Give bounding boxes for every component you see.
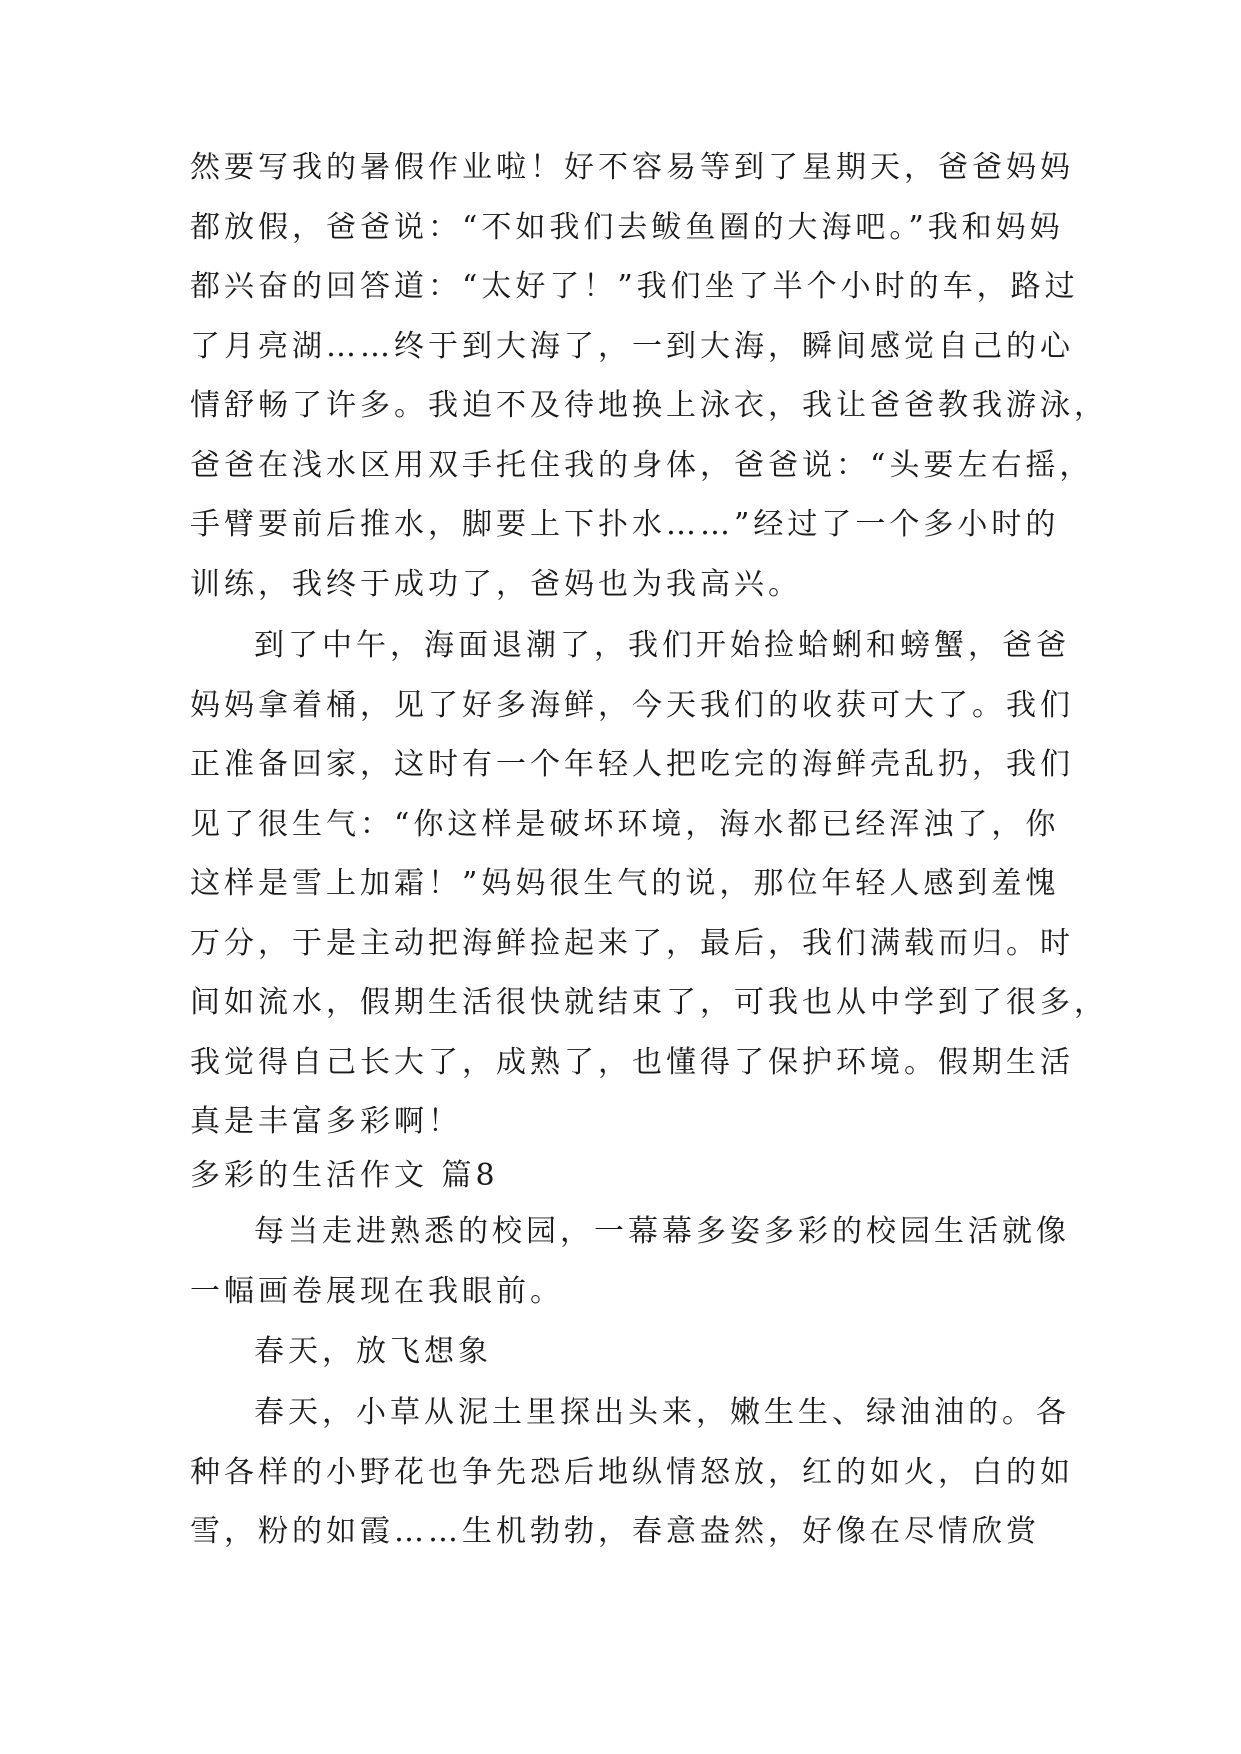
text-line: 情舒畅了许多。我迫不及待地换上泳衣，我让爸爸教我游泳， [190, 388, 1108, 423]
text-line: 春天，小草从泥土里探出头来，嫩生生、绿油油的。各 [254, 1395, 1070, 1430]
text-line: 然要写我的暑假作业啦！好不容易等到了星期天，爸爸妈妈 [190, 150, 1074, 185]
text-line: 妈妈拿着桶，见了好多海鲜，今天我们的收获可大了。我们 [190, 688, 1074, 723]
text-line: 训练，我终于成功了，爸妈也为我高兴。 [190, 567, 802, 602]
subheading: 春天，放飞想象 [254, 1334, 492, 1369]
text-line: 见了很生气：“你这样是破坏环境，海水都已经浑浊了，你 [190, 807, 1060, 842]
text-line: 了月亮湖……终于到大海了，一到大海，瞬间感觉自己的心 [190, 329, 1074, 364]
text-line: 雪，粉的如霞……生机勃勃，春意盎然，好像在尽情欣赏 [190, 1514, 1040, 1549]
text-line: 万分，于是主动把海鲜捡起来了，最后，我们满载而归。时 [190, 926, 1074, 961]
text-line: 一幅画卷展现在我眼前。 [190, 1274, 564, 1309]
text-line: 种各样的小野花也争先恐后地纵情怒放，红的如火，白的如 [190, 1455, 1074, 1490]
section-heading: 多彩的生活作文 篇8 [190, 1158, 499, 1193]
text-line: 真是丰富多彩啊！ [190, 1104, 462, 1139]
text-line: 间如流水，假期生活很快就结束了，可我也从中学到了很多， [190, 985, 1108, 1020]
text-line: 这样是雪上加霜！”妈妈很生气的说，那位年轻人感到羞愧 [190, 866, 1060, 901]
text-line: 都放假，爸爸说：“不如我们去鲅鱼圈的大海吧。”我和妈妈 [190, 210, 1064, 245]
text-line: 我觉得自己长大了，成熟了，也懂得了保护环境。假期生活 [190, 1045, 1074, 1080]
text-line: 都兴奋的回答道：“太好了！”我们坐了半个小时的车，路过 [190, 269, 1079, 304]
text-line: 手臂要前后推水，脚要上下扑水……”经过了一个多小时的 [190, 507, 1060, 542]
text-line: 到了中午，海面退潮了，我们开始捡蛤蜊和螃蟹，爸爸 [254, 628, 1070, 663]
text-line: 爸爸在浅水区用双手托住我的身体，爸爸说：“头要左右摇， [190, 448, 1094, 483]
text-line: 正准备回家，这时有一个年轻人把吃完的海鲜壳乱扔，我们 [190, 747, 1074, 782]
text-line: 每当走进熟悉的校园，一幕幕多姿多彩的校园生活就像 [254, 1214, 1070, 1249]
